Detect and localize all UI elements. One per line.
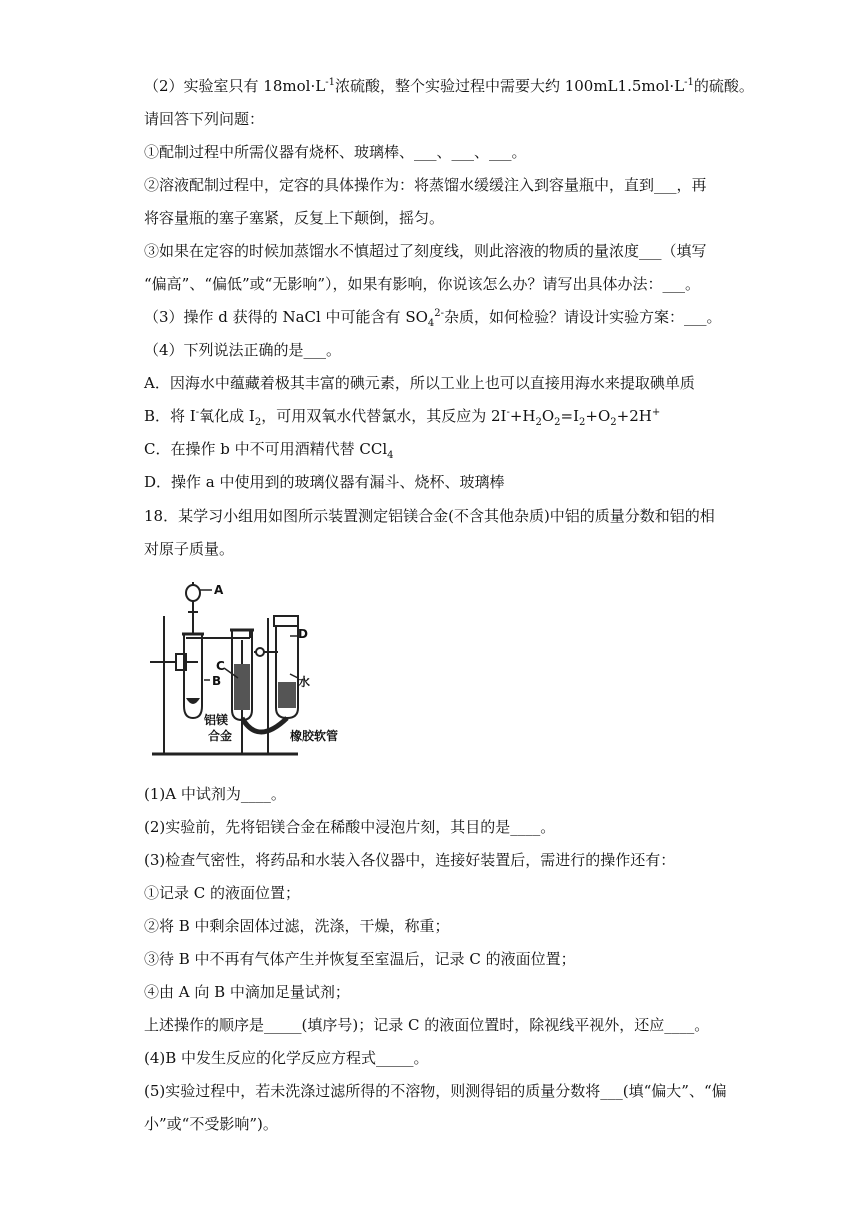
q17-part2-intro: （2）实验室只有 $18mol\cdot L^{-1}$浓硫酸，整个实验过程中需要大约 $100mL1.5mol\cdot L^{-1}$的硫酸。 — [144, 77, 754, 95]
q18-op4: ④由 A 向 B 中滴加足量试剂； — [144, 983, 350, 1001]
label-water: 水 — [298, 675, 311, 689]
q18-op2: ②将 B 中剩余固体过滤，洗涤，干燥，称重； — [144, 917, 450, 935]
q18-intro-line2: 对原子质量。 — [144, 540, 235, 558]
q17-option-a: A．因海水中蕴藏着极其丰富的碘元素，所以工业上也可以直接用海水来提取碘单质 — [144, 374, 695, 392]
q18-op1: ①记录 C 的液面位置； — [144, 884, 301, 902]
q17-sub3-line1: ③如果在定容的时候加蒸馏水不慎超过了刻度线，则此溶液的物质的量浓度___（填写 — [144, 242, 707, 260]
q18-op3: ③待 B 中不再有气体产生并恢复至室温后，记录 C 的液面位置； — [144, 950, 576, 968]
q17-option-c: C．在操作 b 中不可用酒精代替 CCl$_4$ — [144, 440, 394, 461]
q18-intro-line1: 18．某学习小组用如图所示装置测定铝镁合金(不含其他杂质)中铝的质量分数和铝的相 — [144, 507, 715, 525]
apparatus-figure — [148, 578, 374, 760]
q18-order: 上述操作的顺序是_____(填序号)；记录 C 的液面位置时，除视线平视外，还应____。 — [144, 1016, 710, 1034]
q17-sub2-line1: ②溶液配制过程中，定容的具体操作为：将蒸馏水缓缓注入到容量瓶中，直到___，再 — [144, 176, 707, 194]
q17-option-d: D．操作 a 中使用到的玻璃仪器有漏斗、烧杯、玻璃棒 — [144, 473, 505, 491]
q18-sub2: (2)实验前，先将铝镁合金在稀酸中浸泡片刻，其目的是____。 — [144, 818, 556, 836]
q18-sub3: (3)检查气密性，将药品和水装入各仪器中，连接好装置后，需进行的操作还有： — [144, 851, 676, 869]
q17-sub1: ①配制过程中所需仪器有烧杯、玻璃棒、___、___、___。 — [144, 143, 527, 161]
q18-sub4: (4)B 中发生反应的化学反应方程式_____。 — [144, 1049, 429, 1067]
q17-option-b: B．将 I-氧化成 $I_2$，可用双氧水代替氯水，其反应为 $2I^-+H_2O_2=I_2+O_2+2H^+$ — [144, 407, 661, 428]
q17-ask: 请回答下列问题： — [144, 110, 265, 128]
q17-sub3-line2: “偏高”、“偏低”或“无影响”），如果有影响，你说该怎么办？请写出具体办法：___。 — [144, 275, 701, 293]
q17-part4: （4）下列说法正确的是___。 — [144, 341, 342, 359]
q17-sub2-line2: 将容量瓶的塞子塞紧，反复上下颠倒，摇匀。 — [144, 209, 445, 227]
label-alloy-2: 合金 — [208, 729, 233, 743]
label-a: A — [214, 583, 224, 597]
label-d: D — [298, 627, 308, 641]
label-alloy-1: 铝镁 — [204, 713, 229, 727]
q18-sub1: (1)A 中试剂为____。 — [144, 785, 286, 803]
q18-sub5-line2: 小”或“不受影响”)。 — [144, 1115, 278, 1133]
q18-sub5-line1: (5)实验过程中，若未洗涤过滤所得的不溶物，则测得铝的质量分数将___(填“偏大”、“偏 — [144, 1082, 727, 1100]
label-c: C — [216, 659, 225, 673]
q17-part3: （3）操作 d 获得的 NaCl 中可能含有 $SO_4^{2-}$杂质，如何检验？请设计实验方案：___。 — [144, 308, 722, 329]
label-rubber-tube: 橡胶软管 — [290, 729, 339, 743]
label-b: B — [212, 674, 222, 688]
